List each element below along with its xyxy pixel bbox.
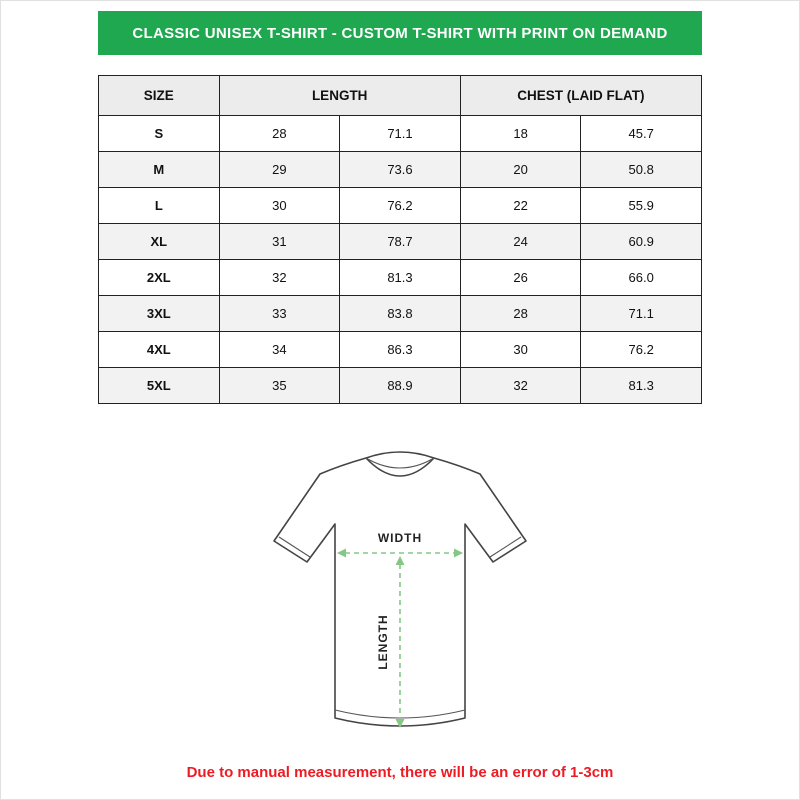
size-value: M <box>99 152 220 188</box>
table-row <box>99 260 702 296</box>
size-value: 3XL <box>99 296 220 332</box>
col-header-size: SIZE <box>99 76 220 116</box>
chest-in-value: 22 <box>460 188 581 224</box>
length-in-value: 28 <box>219 116 340 152</box>
size-chart-table <box>98 75 702 404</box>
table-row <box>99 188 702 224</box>
length-in-value: 33 <box>219 296 340 332</box>
length-cm-value: 81.3 <box>340 260 461 296</box>
length-label: LENGTH <box>376 614 390 670</box>
chest-cm-value: 60.9 <box>581 224 702 260</box>
table-row <box>99 368 702 404</box>
table-row <box>99 116 702 152</box>
size-value: L <box>99 188 220 224</box>
size-value: 5XL <box>99 368 220 404</box>
size-value: 4XL <box>99 332 220 368</box>
chest-in-value: 18 <box>460 116 581 152</box>
chest-cm-value: 81.3 <box>581 368 702 404</box>
length-in-value: 34 <box>219 332 340 368</box>
chest-cm-value: 71.1 <box>581 296 702 332</box>
length-cm-value: 76.2 <box>340 188 461 224</box>
length-cm-value: 71.1 <box>340 116 461 152</box>
table-row <box>99 152 702 188</box>
title-banner <box>98 11 702 55</box>
chest-in-value: 28 <box>460 296 581 332</box>
chest-cm-value: 50.8 <box>581 152 702 188</box>
size-value: XL <box>99 224 220 260</box>
length-in-value: 31 <box>219 224 340 260</box>
table-row <box>99 332 702 368</box>
size-value: S <box>99 116 220 152</box>
tshirt-diagram <box>245 438 555 748</box>
chest-in-value: 30 <box>460 332 581 368</box>
size-chart-page <box>98 1 702 781</box>
chest-cm-value: 76.2 <box>581 332 702 368</box>
col-header-chest: CHEST (LAID FLAT) <box>460 76 701 116</box>
length-cm-value: 78.7 <box>340 224 461 260</box>
table-row <box>99 296 702 332</box>
length-in-value: 30 <box>219 188 340 224</box>
length-cm-value: 86.3 <box>340 332 461 368</box>
table-row <box>99 224 702 260</box>
length-cm-value: 73.6 <box>340 152 461 188</box>
chest-in-value: 24 <box>460 224 581 260</box>
measurement-diagram <box>98 438 702 748</box>
length-cm-value: 83.8 <box>340 296 461 332</box>
chest-in-value: 20 <box>460 152 581 188</box>
chest-cm-value: 45.7 <box>581 116 702 152</box>
table-header-row <box>99 76 702 116</box>
col-header-length: LENGTH <box>219 76 460 116</box>
chest-cm-value: 66.0 <box>581 260 702 296</box>
size-value: 2XL <box>99 260 220 296</box>
chest-in-value: 26 <box>460 260 581 296</box>
length-cm-value: 88.9 <box>340 368 461 404</box>
measurement-note: Due to manual measurement, there will be an error of 1-3cm <box>186 764 614 781</box>
chest-cm-value: 55.9 <box>581 188 702 224</box>
page-title: CLASSIC UNISEX T-SHIRT - CUSTOM T-SHIRT WITH PRINT ON DEMAND <box>132 24 668 42</box>
length-in-value: 32 <box>219 260 340 296</box>
length-in-value: 29 <box>219 152 340 188</box>
width-label: WIDTH <box>377 531 423 545</box>
chest-in-value: 32 <box>460 368 581 404</box>
length-in-value: 35 <box>219 368 340 404</box>
